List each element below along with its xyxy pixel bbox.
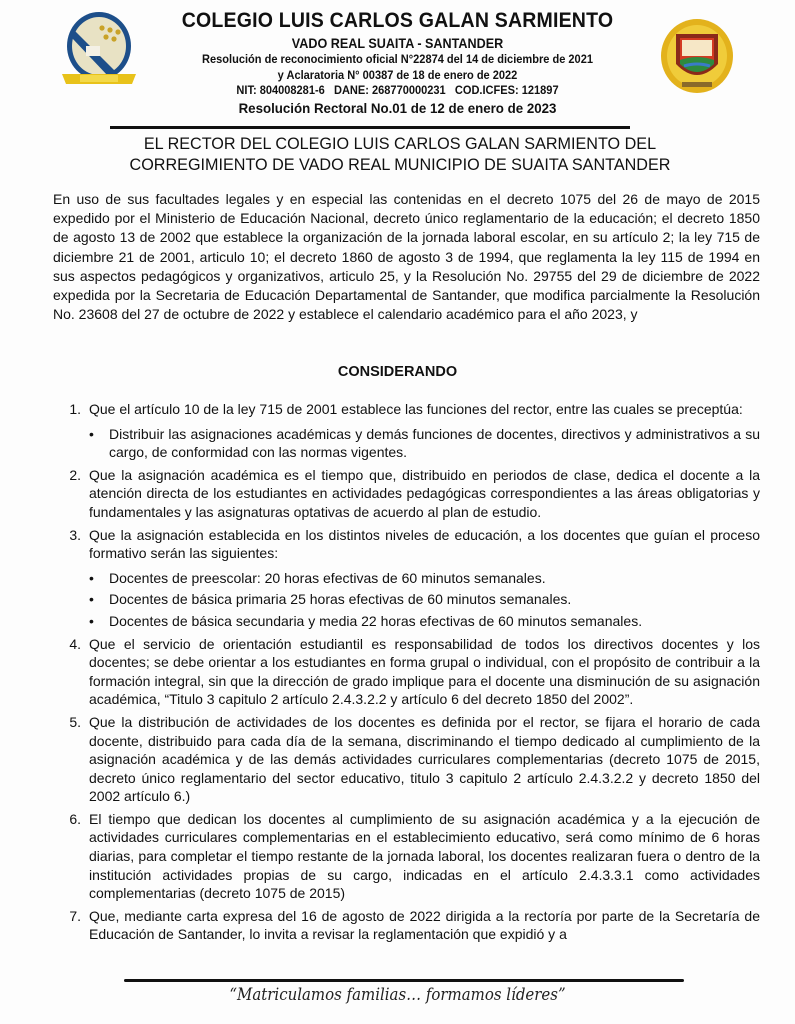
bullet-item [89,425,760,462]
letterhead [0,0,795,135]
item-number: 3. [69,526,81,543]
item-text: Que la asignación establecida en los distintos niveles de educación, a los docentes que guían el proceso formativo serán las siguientes: [89,526,760,562]
school-name: COLEGIO LUIS CARLOS GALAN SARMIENTO [181,9,614,32]
bullet-text: Docentes de básica secundaria y media 22 horas efectivas de 60 minutos semanales. [109,612,643,629]
bullet-icon: • [89,591,94,608]
recognition-line-1: Resolución de reconocimiento oficial N°22874 del 14 de diciembre de 2021 [202,52,593,66]
resolution-title: Resolución Rectoral No.01 de 12 de enero de 2023 [238,99,557,116]
school-location: VADO REAL SUAITA - SANTANDER [291,35,504,51]
codes-line: NIT: 804008281-6 DANE: 268770000231 COD.ICFES: 121897 [236,83,559,97]
considerando-item [53,907,760,944]
item-text: El tiempo que dedican los docentes al cumplimiento de su asignación académica y a la ejecución de actividades curriculares complementarias en el establecimiento educativo, será como mínimo de 6 horas diarias, para completar el tiempo restante de la jornada laboral, los docentes realizaran fuera o dentro de la institución actividades propias de su cargo, indicadas en el artículo 2.4.3.3.1 como actividades complementarias (decreto 1075 de 2015) [89,810,760,902]
item-number: 1. [69,401,81,417]
bullet-icon: • [89,569,94,586]
rector-heading [106,134,694,176]
item-text: Que el servicio de orientación estudiantil es responsabilidad de todos los directivos docentes y los docentes; se debe orientar a los estudiantes en forma grupal o individual, con el propósito de contribuir a la formación integral, sin que la dirección de grado implique para el docente una disminución de su asignación académica, “Titulo 3 capitulo 2 artículo 2.4.3.2.2 y artículo 6 del decreto 1850 del 2002”. [89,635,760,708]
item-number: 4. [69,635,81,652]
letterhead-text [150,8,645,117]
considerando-heading: CONSIDERANDO [337,364,458,380]
bullet-item [89,590,760,609]
bullet-item [89,612,760,631]
considerando-item [53,810,760,903]
footer-divider [124,979,684,982]
considerando-item [53,466,760,522]
bullet-icon: • [89,612,94,629]
school-crest-icon [58,8,140,92]
bullet-icon: • [89,425,94,442]
bullet-list [89,425,760,462]
considerando-list [53,400,760,948]
considerando-item [53,526,760,631]
item-number: 2. [69,466,81,483]
item-number: 7. [69,907,81,924]
considerando-item [53,713,760,806]
item-text: Que la asignación académica es el tiempo que, distribuido en periodos de clase, dedica el docente a la atención directa de los estudiantes en actividades pedagógicas correspondientes a las áreas obligatorias y fundamentales y las asignaturas optativas de acuerdo al plan de estudio. [89,466,760,520]
municipal-shield-icon [652,16,742,96]
bullet-item [89,569,760,588]
footer-motto: “Matriculamos familias… formamos líderes” [229,985,566,1005]
bullet-list [89,569,760,631]
bullet-text: Distribuir las asignaciones académicas y demás funciones de docentes, directivos y administrativos a su cargo, de conformidad con las normas vigentes. [109,425,760,461]
rector-heading-line-2: CORREGIMIENTO DE VADO REAL MUNICIPIO DE SUAITA SANTANDER [129,156,671,174]
considerando-item [53,635,760,709]
bullet-text: Docentes de preescolar: 20 horas efectivas de 60 minutos semanales. [109,569,546,586]
item-text: Que, mediante carta expresa del 16 de agosto de 2022 dirigida a la rectoría por parte de la Secretaría de Educación de Santander, lo invita a revisar la reglamentación que expidió y a [89,907,760,943]
item-text: Que la distribución de actividades de los docentes es definida por el rector, se fijara el horario de cada docente, distribuido para cada día de la semana, discriminando el tiempo dedicado al cumplimiento de la asignación académica y de las demás actividades curriculares complementarias (decreto 1075 de 2015, decreto único reglamentario del sector educativo, titulo 3 capitulo 2 artículo 2.4.3.2.2 y decreto 1850 del 2002 artículo 6.) [89,713,760,805]
item-number: 6. [69,810,81,827]
intro-paragraph: En uso de sus facultades legales y en especial las contenidas en el decreto 1075 del 26 de mayo de 2015 expedido por el Ministerio de Educación Nacional, decreto único reglamentario de la educación; el decreto 1850 de agosto 13 de 2002 que establece la organización de la jornada laboral escolar, en su artículo 2; la ley 715 de diciembre 21 de 2001, articulo 10; el decreto 1860 de agosto 3 de 1994, que reglamenta la ley 115 de 1994 en sus aspectos pedagógicos y organizativos, articulo 25, y la Resolución No. 29755 del 29 de diciembre de 2022 expedida por la Secretaria de Educación Departamental de Santander, que modifica parcialmente la Resolución No. 23608 del 27 de octubre de 2022 y establece el calendario académico para el año 2023, y [53,191,760,323]
item-text: Que el artículo 10 de la ley 715 de 2001 establece las funciones del rector, entre las cuales se preceptúa: [89,401,743,417]
recognition-line-2: y Aclaratoria N° 00387 de 18 de enero de 2022 [277,67,518,82]
header-divider [110,126,630,129]
rector-heading-line-1: EL RECTOR DEL COLEGIO LUIS CARLOS GALAN SARMIENTO DEL [143,135,657,153]
item-number: 5. [69,713,81,730]
considerando-item [53,400,760,462]
bullet-text: Docentes de básica primaria 25 horas efectivas de 60 minutos semanales. [109,591,572,608]
